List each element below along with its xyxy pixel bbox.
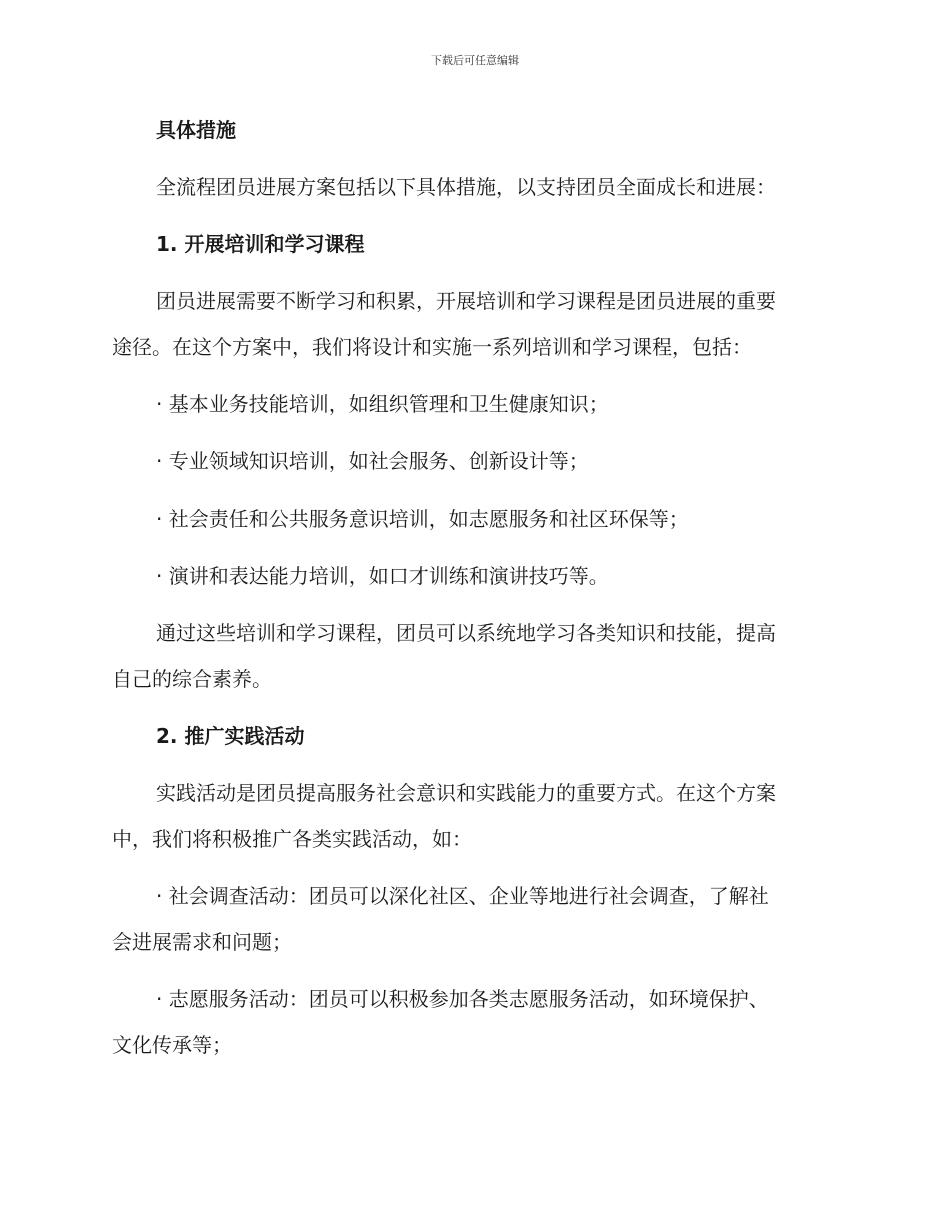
bullet-item: · 社会责任和公共服务意识培训，如志愿服务和社区环保等； bbox=[156, 507, 689, 531]
subheading-practice: 2. 推广实践活动 bbox=[156, 724, 305, 748]
bullet-continuation: 文化传承等； bbox=[112, 1033, 232, 1057]
paragraph-line: 通过这些培训和学习课程，团员可以系统地学习各类知识和技能，提高 bbox=[156, 621, 776, 645]
subheading-training: 1. 开展培训和学习课程 bbox=[156, 232, 365, 256]
bullet-item: · 社会调查活动：团员可以深化社区、企业等地进行社会调查，了解社 bbox=[156, 884, 769, 908]
bullet-item: · 基本业务技能培训，如组织管理和卫生健康知识； bbox=[156, 392, 609, 416]
page-header: 下载后可任意编辑 bbox=[431, 54, 519, 67]
paragraph-line: 中，我们将积极推广各类实践活动，如： bbox=[112, 827, 472, 851]
paragraph-line: 自己的综合素养。 bbox=[112, 667, 272, 691]
bullet-item: · 专业领域知识培训，如社会服务、创新设计等； bbox=[156, 449, 589, 473]
paragraph-line: 途径。在这个方案中，我们将设计和实施一系列培训和学习课程，包括： bbox=[112, 335, 752, 359]
bullet-item: · 志愿服务活动：团员可以积极参加各类志愿服务活动，如环境保护、 bbox=[156, 987, 769, 1011]
intro-paragraph: 全流程团员进展方案包括以下具体措施，以支持团员全面成长和进展： bbox=[156, 175, 776, 199]
paragraph-line: 团员进展需要不断学习和积累，开展培训和学习课程是团员进展的重要 bbox=[156, 289, 776, 313]
bullet-item: · 演讲和表达能力培训，如口才训练和演讲技巧等。 bbox=[156, 564, 609, 588]
section-heading: 具体措施 bbox=[156, 118, 236, 142]
bullet-continuation: 会进展需求和问题； bbox=[112, 930, 292, 954]
paragraph-line: 实践活动是团员提高服务社会意识和实践能力的重要方式。在这个方案 bbox=[156, 781, 776, 805]
